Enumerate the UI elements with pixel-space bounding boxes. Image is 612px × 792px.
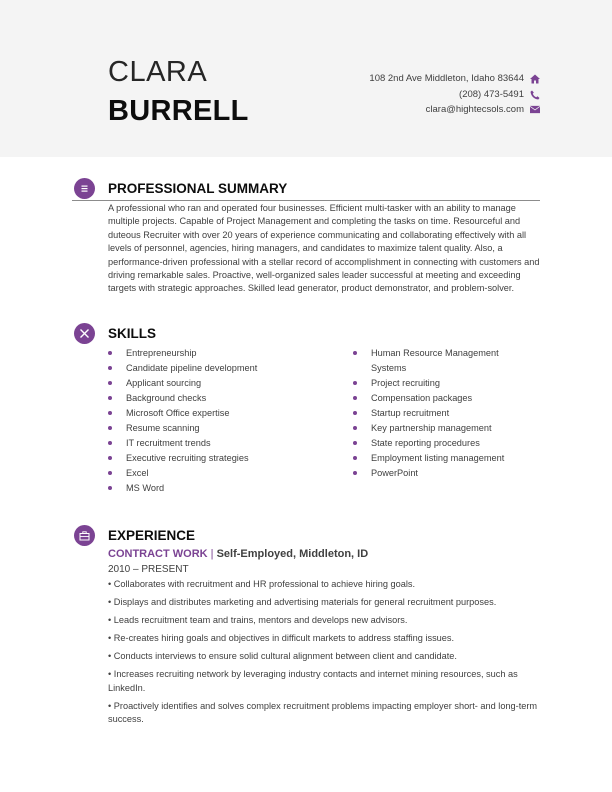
skill-item: Human Resource Management Systems — [353, 346, 533, 376]
experience-section-icon — [74, 525, 95, 546]
email-text[interactable]: clara@hightecsols.com — [425, 104, 524, 115]
job-bullet: • Displays and distributes marketing and advertising materials for general recruitment purposes. — [108, 597, 497, 607]
skills-list-left — [108, 346, 328, 496]
skill-item: Microsoft Office expertise — [108, 406, 328, 421]
last-name: BURRELL — [108, 95, 249, 127]
phone-text: (208) 473-5491 — [459, 89, 524, 100]
list-icon — [80, 184, 89, 193]
skills-heading: SKILLS — [108, 326, 157, 341]
job-company: Self-Employed, Middleton, ID — [216, 548, 369, 560]
skill-item: IT recruitment trends — [108, 436, 328, 451]
summary-section-icon — [74, 178, 95, 199]
job-bullet: • Proactively identifies and solves complex recruitment problems impacting employer short- and long-term success. — [108, 700, 538, 724]
job-bullet: • Conducts interviews to ensure solid cultural alignment between client and candidate. — [108, 651, 457, 661]
job-bullet: • Increases recruiting network by leveraging industry contacts and internet mining resources, such as LinkedIn. — [108, 669, 518, 693]
skill-item: MS Word — [108, 481, 328, 496]
skill-item: Executive recruiting strategies — [108, 451, 328, 466]
skill-item: Project recruiting — [353, 376, 533, 391]
contact-address — [369, 73, 540, 84]
skill-item: Resume scanning — [108, 421, 328, 436]
home-icon — [530, 74, 540, 84]
job-header — [108, 548, 368, 560]
job-bullet: • Re-creates hiring goals and objectives in difficult markets to address staffing issues. — [108, 633, 455, 643]
skill-item: Excel — [108, 466, 328, 481]
job-separator: | — [210, 548, 214, 560]
skill-item: Candidate pipeline development — [108, 361, 328, 376]
skill-item: Startup recruitment — [353, 406, 533, 421]
skills-list-right — [353, 346, 533, 481]
tools-icon — [79, 328, 90, 339]
summary-heading: PROFESSIONAL SUMMARY — [108, 181, 288, 196]
skill-item: Employment listing management — [353, 451, 533, 466]
summary-text: A professional who ran and operated four businesses. Efficient multi-tasker with an ability to manage multiple projects. Capable of Project Management and completing the tasks on time. Resourceful and duteous Recruiter with over 20 years of experience communicating and collaborating effectively with all levels of personnel, agencies, hiring managers, and candidates to maximize talent quality. Also, a performance-driven professional with a stellar record of accomplishment in connecting with customers and driving remarkable sales. Proactive, well-organized sales leader successful at meeting and exceeding targets with strategic approaches. Skilled lead generator, product demonstrator, and problem-solver. — [108, 203, 540, 294]
job-bullet: • Collaborates with recruitment and HR professional to achieve hiring goals. — [108, 579, 416, 589]
job-dates: 2010 – PRESENT — [108, 564, 189, 575]
job-bullet: • Leads recruitment team and trains, mentors and develops new advisors. — [108, 615, 408, 625]
skill-item: Background checks — [108, 391, 328, 406]
skill-item: Applicant sourcing — [108, 376, 328, 391]
skill-item: State reporting procedures — [353, 436, 533, 451]
first-name: CLARA — [108, 56, 208, 88]
skill-item: Compensation packages — [353, 391, 533, 406]
contact-phone — [459, 89, 540, 100]
phone-icon — [530, 90, 540, 100]
briefcase-icon — [79, 531, 90, 541]
skill-item: PowerPoint — [353, 466, 533, 481]
skills-section-icon — [74, 323, 95, 344]
job-title: CONTRACT WORK — [108, 548, 208, 560]
address-text: 108 2nd Ave Middleton, Idaho 83644 — [369, 73, 524, 84]
skill-item: Key partnership management — [353, 421, 533, 436]
skill-item: Entrepreneurship — [108, 346, 328, 361]
experience-heading: EXPERIENCE — [108, 528, 196, 543]
job-bullets — [108, 578, 544, 731]
envelope-icon — [530, 105, 540, 115]
contact-email — [426, 104, 540, 115]
summary-divider — [72, 200, 540, 201]
